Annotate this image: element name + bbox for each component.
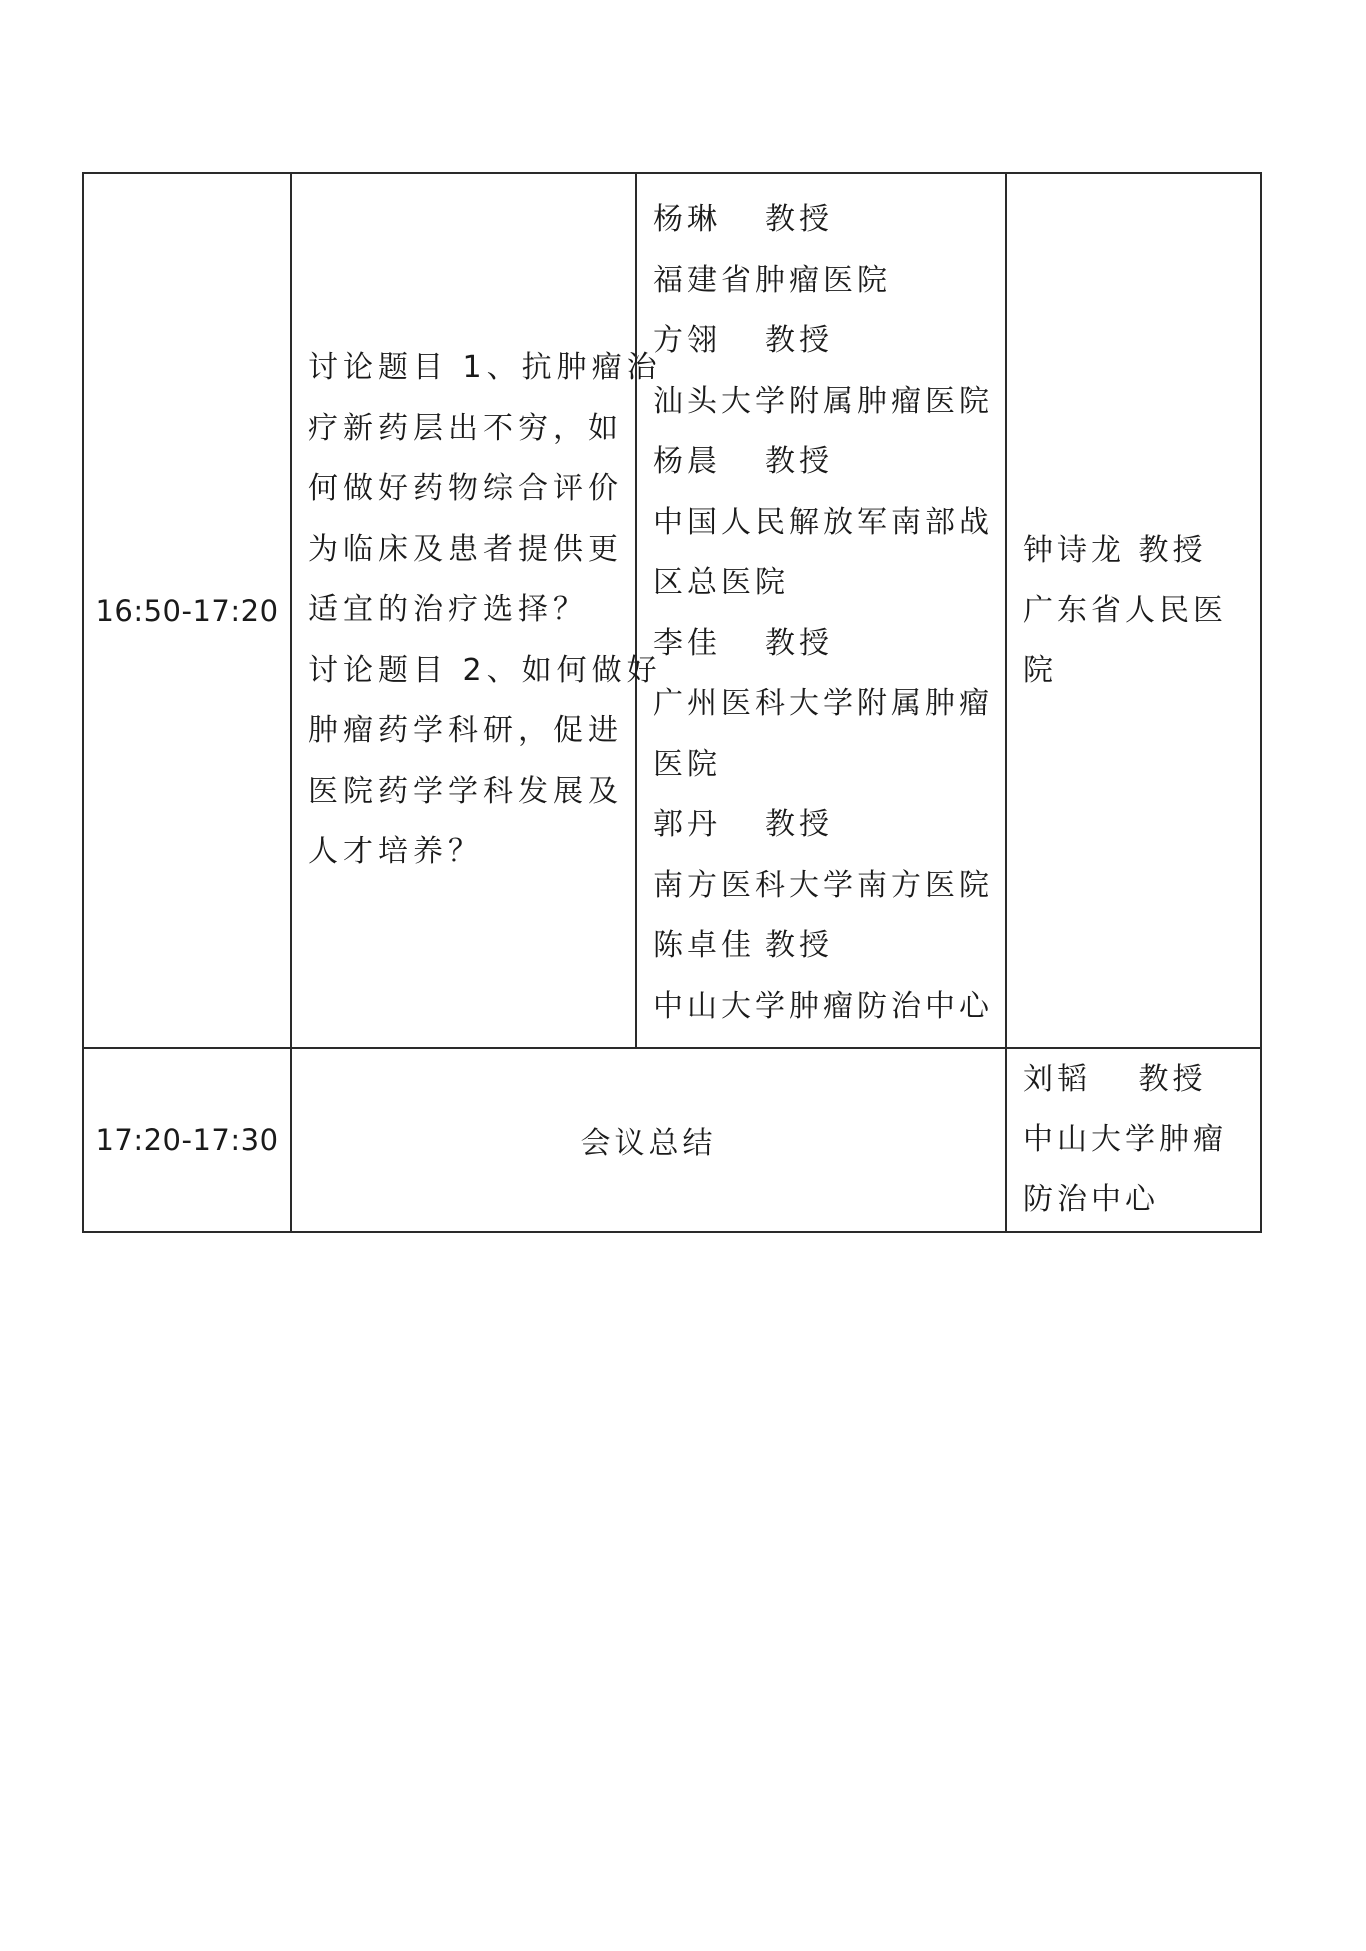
speaker-name: 杨晨 <box>653 444 721 479</box>
topic-line: 何做好药物综合评价 <box>308 471 623 507</box>
time-cell: 16:50-17:20 <box>83 173 291 1048</box>
host-line: 刘韬 教授 <box>1023 1062 1207 1097</box>
host-line: 中山大学肿瘤 <box>1023 1122 1227 1157</box>
speaker-title: 教授 <box>765 202 833 237</box>
speaker-name-line <box>653 916 997 977</box>
speaker-org: 南方医科大学南方医院 <box>653 867 993 903</box>
host-line: 防治中心 <box>1023 1182 1159 1217</box>
speaker-title: 教授 <box>765 807 833 842</box>
speaker-title: 教授 <box>765 928 833 963</box>
topic-line: 疗新药层出不穷，如 <box>308 410 623 446</box>
speaker-name-line <box>653 795 997 856</box>
speaker-name-line <box>653 190 997 251</box>
speaker-name: 杨琳 <box>653 202 721 237</box>
speaker-name-line <box>653 311 997 372</box>
topic-line: 为临床及患者提供更 <box>308 531 623 567</box>
speakers-cell <box>636 173 1006 1048</box>
host-line: 院 <box>1023 652 1057 688</box>
topic-line: 肿瘤药学科研，促进 <box>308 713 623 749</box>
speaker-title: 教授 <box>765 625 833 661</box>
speaker-name: 李佳 <box>653 625 721 661</box>
speaker-org: 中国人民解放军南部战 <box>653 504 993 540</box>
speaker-name-line <box>653 614 997 675</box>
speaker-title: 教授 <box>765 444 833 479</box>
topic-line: 讨论题目 1、抗肿瘤治 <box>308 350 662 386</box>
speaker-name: 陈卓佳 <box>653 928 755 963</box>
host-line: 钟诗龙 教授 <box>1023 532 1207 568</box>
host-cell <box>1006 173 1261 1048</box>
topic-cell <box>291 173 662 1048</box>
agenda-row-summary <box>83 1048 1261 1232</box>
agenda-table <box>82 172 1262 1233</box>
topic-line: 人才培养？ <box>308 834 483 870</box>
speaker-name: 方翎 <box>653 323 721 358</box>
topic-line: 医院药学学科发展及 <box>308 773 623 809</box>
topic-line: 讨论题目 2、如何做好 <box>308 652 662 688</box>
host-cell <box>1006 1048 1261 1232</box>
speaker-org: 中山大学肿瘤防治中心 <box>653 988 993 1024</box>
speaker-org: 汕头大学附属肿瘤医院 <box>653 383 993 419</box>
host-line: 广东省人民医 <box>1023 592 1227 628</box>
speaker-org: 福建省肿瘤医院 <box>653 262 891 298</box>
agenda-row-discussion <box>83 173 1261 1048</box>
speaker-name: 郭丹 <box>653 807 721 842</box>
summary-cell: 会议总结 <box>291 1048 1006 1232</box>
speaker-title: 教授 <box>765 323 833 358</box>
speaker-org: 医院 <box>653 746 721 782</box>
time-cell: 17:20-17:30 <box>83 1048 291 1232</box>
speaker-org: 区总医院 <box>653 565 789 600</box>
topic-line: 适宜的治疗选择？ <box>308 592 588 628</box>
speaker-org: 广州医科大学附属肿瘤 <box>653 686 993 721</box>
speaker-name-line <box>653 432 997 493</box>
